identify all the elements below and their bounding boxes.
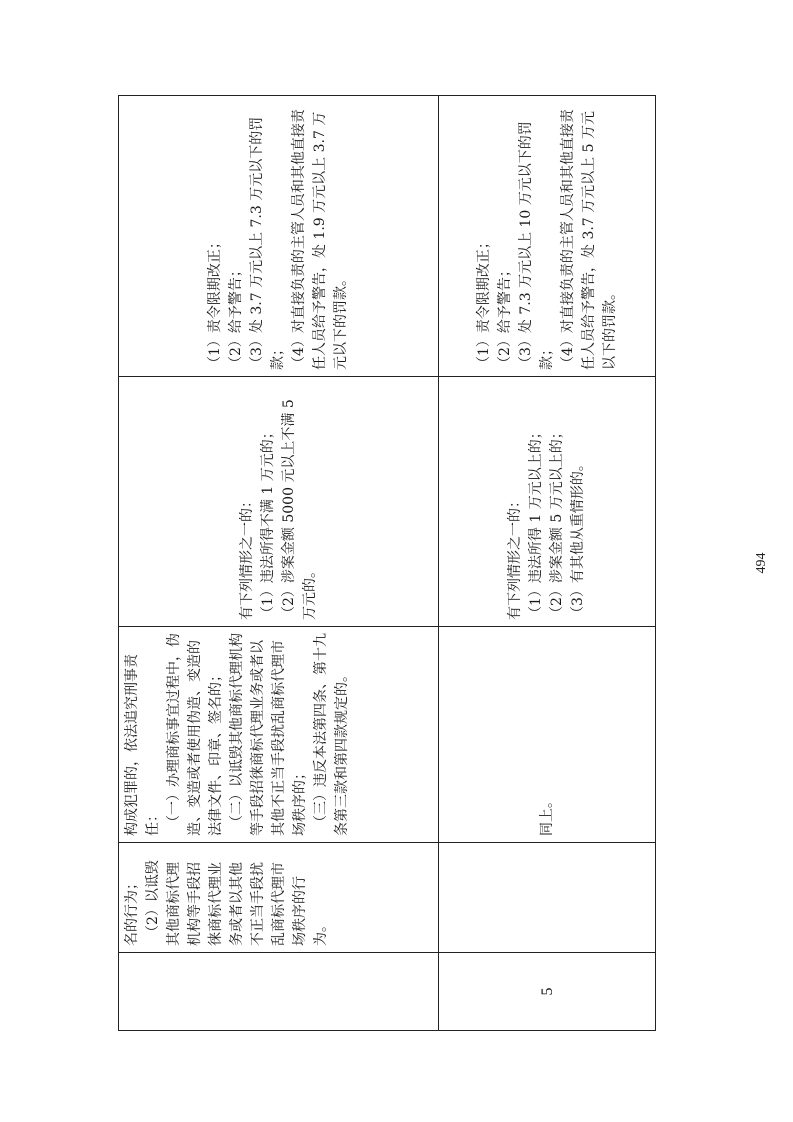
- violation-act-cell: [439, 843, 656, 953]
- penalty-line: （1）责令限期改正；: [207, 235, 223, 370]
- circumstance-line: （1）违法所得 1 万元以上的；: [528, 425, 544, 620]
- penalty-line: （1）责令限期改正；: [475, 235, 492, 370]
- penalty-cell: [439, 96, 656, 377]
- liability-line: 构成犯罪的，依法追究刑事责任：: [124, 654, 161, 836]
- circumstance-line: 有下列情形之一的：: [507, 494, 523, 620]
- penalty-line: （3）处 7.3 万元以上 10 万元以下的罚款；: [517, 121, 555, 370]
- table-row: [439, 96, 656, 1031]
- circumstance-line: （3）有其他从重情形的。: [570, 457, 586, 620]
- penalty-cell: [119, 96, 439, 377]
- penalty-line: （3）处 3.7 万元以上 7.3 万元以下的罚款；: [249, 116, 286, 370]
- penalty-line: （4）对直接负责的主管人员和其他直接责任人员给予警告，处 3.7 万元以上 5 万元以下的罚款。: [559, 109, 618, 370]
- act-line: 名的行为；: [124, 876, 140, 946]
- liability-line: （一）办理商标事宜过程中，伪造、变造或者使用伪造、变造的法律文件、印章、签名的；: [166, 633, 224, 836]
- act-line: （2）以诋毁其他商标代理机构等手段招徕商标代理业务或者以其他不正当手段扰乱商标代理市场秩序的行为。: [145, 860, 329, 946]
- circumstance-line: （1）违法所得不满 1 万元的；: [259, 425, 276, 620]
- liability-line: （二）以诋毁其他商标代理机构等手段招徕商标代理业务或者以其他不正当手段扰乱商标代理市场秩序的；: [229, 633, 308, 836]
- row-number-cell: [119, 953, 439, 1031]
- penalty-line: （2）给予警告；: [228, 263, 244, 370]
- violation-act-cell: [119, 843, 439, 953]
- penalty-line: （2）给予警告；: [496, 263, 513, 370]
- rotated-table-wrapper: [118, 96, 655, 1031]
- circumstance-line: 有下列情形之一的：: [238, 494, 255, 620]
- liability-line: 同上。: [538, 794, 555, 836]
- circumstance-cell: [119, 377, 439, 627]
- legal-liability-cell: [439, 627, 656, 843]
- row-number-cell: 5: [439, 953, 656, 1031]
- circumstance-line: （2）涉案金额 5000 元以上不满 5 万元的。: [280, 394, 318, 620]
- penalty-line: （4）对直接负责的主管人员和其他直接责任人员给予警告，处 1.9 万元以上 3.7 万元以下的罚款。: [291, 109, 349, 370]
- penalty-table: [118, 95, 656, 1031]
- liability-line: （三）违反本法第四条、第十九条第三款和第四款规定的。: [313, 633, 350, 836]
- table-row: [119, 96, 439, 1031]
- page-number: 494: [754, 552, 769, 574]
- circumstance-cell: [439, 377, 656, 627]
- legal-liability-cell: [119, 627, 439, 843]
- circumstance-line: （2）涉案金额 5 万元以上的；: [549, 425, 565, 620]
